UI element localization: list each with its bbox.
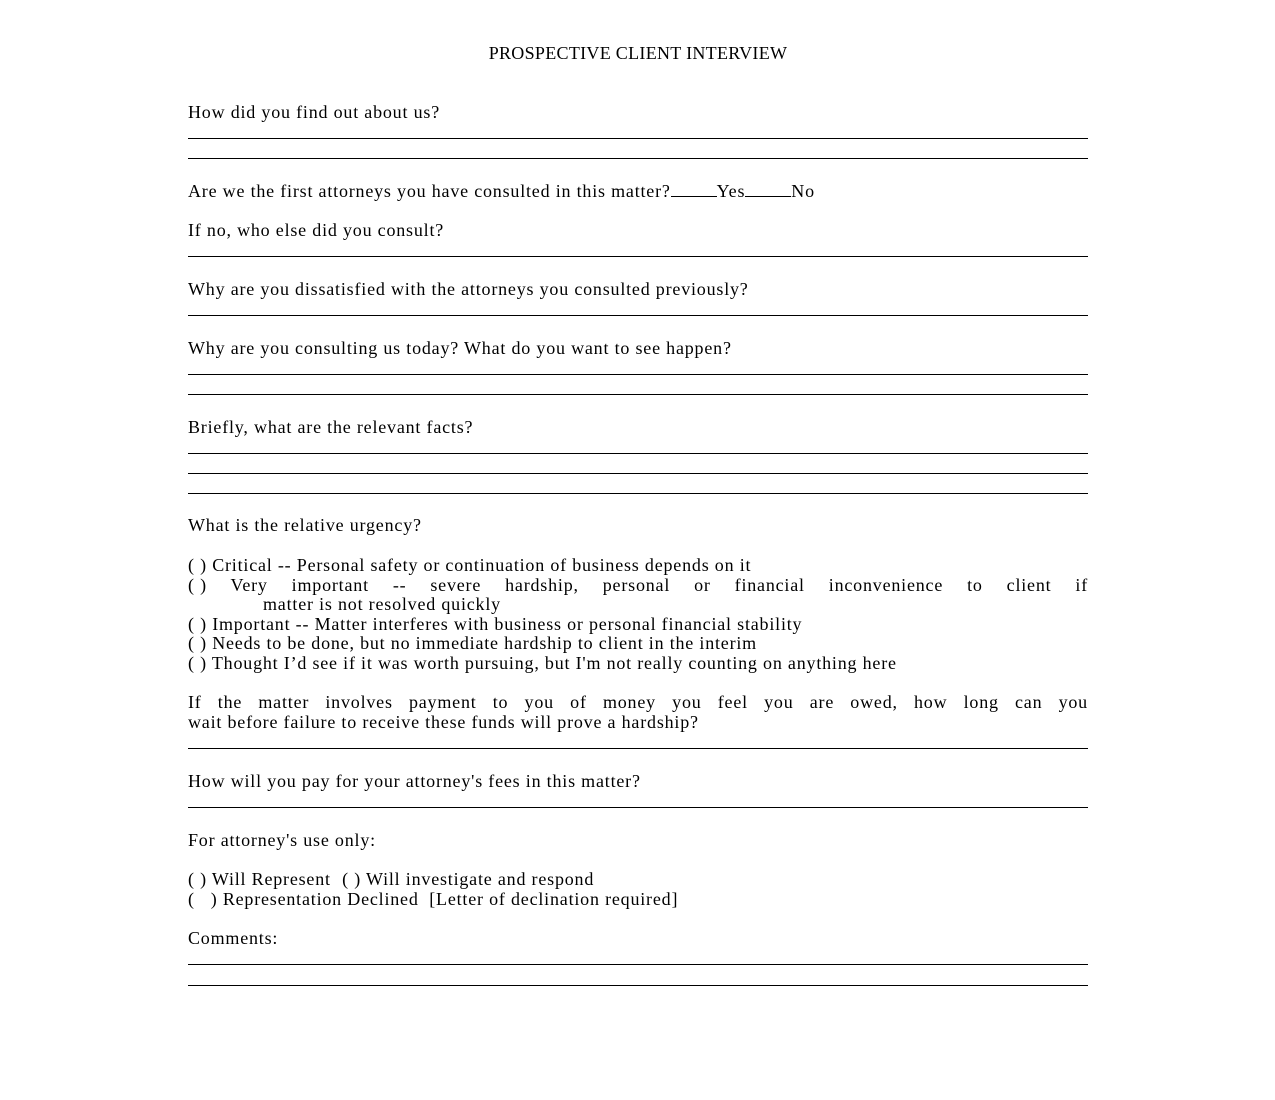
question-facts: Briefly, what are the relevant facts? xyxy=(188,417,474,437)
question-urgency: What is the relative urgency? xyxy=(188,515,422,535)
question-first-attorneys xyxy=(188,181,815,201)
checkbox-will-investigate[interactable]: ( ) xyxy=(342,869,362,889)
label-declined: Representation Declined [Letter of declination required] xyxy=(222,889,679,909)
question-payment-line-1: If the matter involves payment to you of money you feel you are owed, how long can you xyxy=(188,692,1088,712)
question-dissatisfied: Why are you dissatisfied with the attorneys you consulted previously? xyxy=(188,279,749,299)
answer-line-payment[interactable] xyxy=(188,748,1088,749)
urgency-label-needs-done: Needs to be done, but no immediate hardship to client in the interim xyxy=(212,633,757,653)
comments-label: Comments: xyxy=(188,928,279,948)
answer-line-why-today-2[interactable] xyxy=(188,394,1088,395)
urgency-label-important: Important -- Matter interferes with business or personal financial stability xyxy=(212,614,803,634)
answer-line-who-else[interactable] xyxy=(188,256,1088,257)
checkbox-will-represent[interactable]: ( ) xyxy=(188,869,207,889)
question-payment xyxy=(188,692,1088,732)
question-fees: How will you pay for your attorney's fees in this matter? xyxy=(188,771,641,791)
attorney-use-label: For attorney's use only: xyxy=(188,830,376,850)
answer-line-fees[interactable] xyxy=(188,807,1088,808)
question-who-else: If no, who else did you consult? xyxy=(188,220,445,240)
checkbox-worth-pursuing[interactable]: ( ) xyxy=(188,653,207,673)
question-found-us: How did you find out about us? xyxy=(188,102,440,122)
urgency-option-important[interactable] xyxy=(188,614,1088,634)
answer-line-dissatisfied[interactable] xyxy=(188,315,1088,316)
yes-label: Yes xyxy=(716,181,746,201)
answer-line-facts-1[interactable] xyxy=(188,453,1088,454)
attorney-options-row-2 xyxy=(188,889,1088,909)
label-will-represent: Will Represent xyxy=(211,869,331,889)
urgency-option-needs-done[interactable] xyxy=(188,633,1088,653)
question-why-today: Why are you consulting us today? What do you want to see happen? xyxy=(188,338,732,358)
answer-line-facts-2[interactable] xyxy=(188,473,1088,474)
urgency-label-very-important-continued: matter is not resolved quickly xyxy=(263,594,501,614)
urgency-option-very-important[interactable] xyxy=(188,575,1088,595)
urgency-option-worth-pursuing[interactable] xyxy=(188,653,1088,673)
attorney-options-row-1 xyxy=(188,869,1088,889)
urgency-label-worth-pursuing: Thought I’d see if it was worth pursuing, but I'm not really counting on anything here xyxy=(211,653,897,673)
page-title: PROSPECTIVE CLIENT INTERVIEW xyxy=(488,43,788,63)
answer-line-found-us-2[interactable] xyxy=(188,158,1088,159)
checkbox-declined[interactable]: ( ) xyxy=(188,889,218,909)
checkbox-needs-done[interactable]: ( ) xyxy=(188,633,207,653)
answer-line-why-today-1[interactable] xyxy=(188,374,1088,375)
answer-line-facts-3[interactable] xyxy=(188,493,1088,494)
urgency-option-critical[interactable] xyxy=(188,555,1088,575)
label-will-investigate: Will investigate and respond xyxy=(366,869,595,889)
checkbox-important[interactable]: ( ) xyxy=(188,614,207,634)
comments-line-2[interactable] xyxy=(188,985,1088,986)
question-payment-line-2: wait before failure to receive these funds will prove a hardship? xyxy=(188,712,699,732)
checkbox-very-important[interactable]: ( ) xyxy=(188,575,207,595)
no-blank[interactable] xyxy=(745,182,791,197)
no-label: No xyxy=(791,181,815,201)
yes-blank[interactable] xyxy=(671,182,717,197)
urgency-label-critical: Critical -- Personal safety or continuation of business depends on it xyxy=(212,555,752,575)
urgency-label-very-important: Very important -- severe hardship, personal or financial inconvenience to client if xyxy=(230,575,1088,595)
comments-line-1[interactable] xyxy=(188,964,1088,965)
answer-line-found-us-1[interactable] xyxy=(188,138,1088,139)
question-first-attorneys-text: Are we the first attorneys you have consulted in this matter? xyxy=(188,181,671,201)
checkbox-critical[interactable]: ( ) xyxy=(188,555,207,575)
